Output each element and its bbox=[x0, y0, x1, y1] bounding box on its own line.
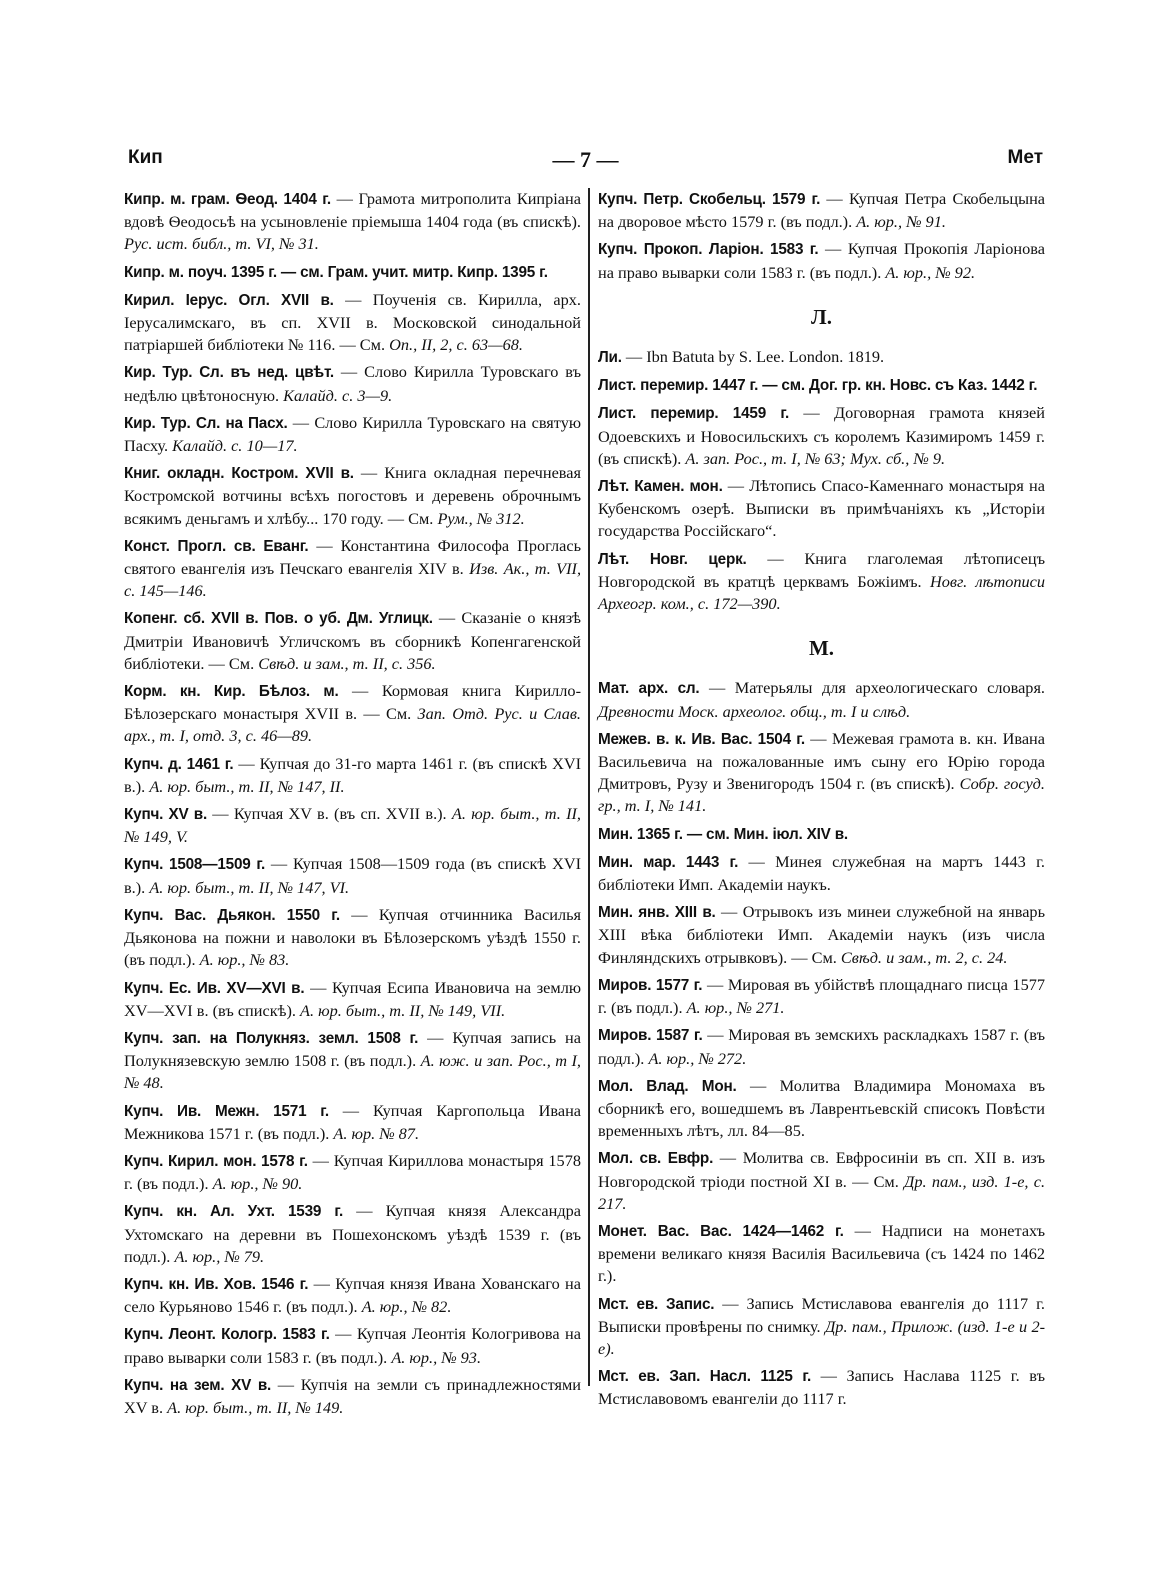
entry-description: — Купчая Каргопольца Ивана Межникова 1571 г. (въ подл.). bbox=[124, 1100, 582, 1143]
section-letter-m: М. bbox=[808, 636, 835, 661]
dictionary-entry bbox=[124, 1027, 581, 1095]
dictionary-entry bbox=[598, 1365, 1045, 1410]
entry-source: А. юр., № 272. bbox=[648, 1048, 747, 1068]
entry-abbreviation: Купч. на зем. XV в. bbox=[124, 1376, 272, 1394]
entry-abbreviation: Книг. окладн. Костром. XVII в. bbox=[124, 465, 354, 483]
entry-description: — Купчая XV в. (въ сп. XVII в.). bbox=[207, 804, 452, 824]
entry-abbreviation: Купч. Прокоп. Ларіон. 1583 г. bbox=[598, 241, 819, 259]
dictionary-entry bbox=[124, 1150, 581, 1195]
entry-description: — Минея служебная на мартъ 1443 г. библіотеки Имп. Академіи наукъ. bbox=[598, 851, 1045, 895]
entry-description: — Купчая до 31-го марта 1461 г. (въ спискѣ XVI в.). bbox=[124, 753, 582, 796]
entry-source: А. юр., № 82. bbox=[361, 1297, 452, 1317]
entry-description: — Мировая въ земскихъ раскладкахъ 1587 г. (въ подл.). bbox=[598, 1025, 1045, 1068]
dictionary-entry bbox=[598, 475, 1045, 543]
entry-abbreviation: Купч. Вас. Дьякон. 1550 г. bbox=[124, 906, 340, 924]
dictionary-entry bbox=[598, 974, 1045, 1019]
entry-source: А. юр., № 92. bbox=[885, 262, 976, 282]
entry-abbreviation: Купч. Ес. Ив. XV—XVI в. bbox=[124, 979, 305, 997]
entry-abbreviation: Монет. Вас. Вас. 1424—1462 г. bbox=[598, 1222, 844, 1240]
entry-source: А. юр., № 83. bbox=[199, 950, 290, 970]
entry-abbreviation: Лѣт. Камен. мон. bbox=[598, 478, 723, 496]
entry-abbreviation: Мст. ев. Запис. bbox=[598, 1295, 715, 1313]
entry-abbreviation: Мст. ев. Зап. Насл. 1125 г. bbox=[598, 1368, 812, 1386]
dictionary-entry bbox=[124, 607, 581, 675]
entry-abbreviation: Лист. перемир. 1447 г. — см. Дог. гр. кн. Новс. съ Каз. 1442 г. bbox=[598, 377, 1038, 395]
entry-description: — Поученія св. Кирилла, арх. Іерусалимскаго, въ сп. XVII в. Московской синодальной патріаршей библіотеки № 116. — См. bbox=[124, 289, 581, 355]
entry-abbreviation: Мин. янв. XIII в. bbox=[598, 904, 716, 922]
entry-description: — Купчая отчинника Василья Дьяконова на пожни и наволоки въ Бѣлозерскомъ уѣздѣ 1550 г. (въ подл.). bbox=[124, 904, 581, 970]
dictionary-entry bbox=[598, 901, 1045, 969]
entry-source: А. юр., № 271. bbox=[686, 998, 785, 1018]
dictionary-entry bbox=[124, 904, 581, 972]
dictionary-entry bbox=[598, 851, 1045, 896]
entry-abbreviation: Кирил. Іерус. Огл. XVII в. bbox=[124, 291, 334, 309]
entry-abbreviation: Кир. Тур. Сл. на Пасх. bbox=[124, 414, 288, 432]
dictionary-entry bbox=[598, 1147, 1045, 1215]
entry-abbreviation: Межев. в. к. Ив. Вас. 1504 г. bbox=[598, 730, 805, 748]
column-divider bbox=[588, 188, 590, 1386]
entry-description: — Купчая князя Александра Ухтомскаго на деревни въ Пошехонскомъ уѣздѣ 1539 г. (въ подл.). bbox=[124, 1201, 581, 1266]
dictionary-entry bbox=[124, 1200, 581, 1268]
dictionary-entry bbox=[598, 1024, 1045, 1069]
entry-description: — Купчія на земли съ принадлежностями XV в. bbox=[124, 1374, 581, 1417]
dictionary-entry bbox=[598, 1293, 1045, 1361]
entry-source: Изв. Ак., т. VII, с. 145—146. bbox=[124, 559, 582, 601]
dictionary-entry bbox=[598, 1075, 1045, 1143]
entry-description: — Купчая Леонтія Кологривова на право выварки соли 1583 г. (въ подл.). bbox=[124, 1324, 581, 1367]
dictionary-entry bbox=[598, 188, 1045, 233]
dictionary-entry bbox=[598, 548, 1045, 616]
entry-abbreviation: Купч. зап. на Полукняз. земл. 1508 г. bbox=[124, 1029, 419, 1047]
entry-abbreviation: Купч. Кирил. мон. 1578 г. bbox=[124, 1152, 308, 1170]
entry-abbreviation: Кир. Тур. Сл. въ нед. цвѣт. bbox=[124, 364, 334, 382]
entry-description: — Договорная грамота князей Одоевскихъ и Новосильскихъ съ королемъ Казимиромъ 1459 г. (въ спискѣ). bbox=[598, 403, 1045, 468]
dictionary-entry bbox=[598, 238, 1045, 283]
dictionary-entry bbox=[124, 753, 581, 798]
dictionary-entry bbox=[598, 402, 1045, 470]
right-column-m-entries bbox=[598, 677, 1045, 1410]
entry-abbreviation: Мин. 1365 г. — см. Мин. іюл. XIV в. bbox=[598, 825, 848, 843]
entry-description: — Купчая 1508—1509 года (въ спискѣ XVI в.). bbox=[124, 854, 582, 897]
dictionary-entry bbox=[598, 346, 1045, 369]
header-guide-word-left: Кип bbox=[128, 147, 163, 168]
entry-abbreviation: Купч. Леонт. Кологр. 1583 г. bbox=[124, 1326, 330, 1344]
entry-source: Древности Моск. археолог. общ., т. I и слѣд. bbox=[598, 701, 911, 721]
entry-description: — Грамота митрополита Кипріана вдовѣ Ѳеодосьѣ на усыновленіе пріемыша 1404 года (въ спискѣ). bbox=[124, 189, 581, 232]
dictionary-entry bbox=[598, 1220, 1045, 1288]
entry-abbreviation: Мат. арх. сл. bbox=[598, 680, 700, 698]
entry-source: Новг. лѣтописи Археогр. ком., с. 172—390. bbox=[598, 571, 1046, 614]
entry-source: Зап. Отд. Рус. и Слав. арх., т. I, отд. 3, с. 46—89. bbox=[124, 704, 581, 746]
header-guide-word-right: Мет bbox=[1007, 147, 1043, 168]
entry-description: — Купчая Есипа Ивановича на землю XV—XVI в. (въ спискѣ). bbox=[124, 977, 581, 1020]
right-column-l-entries bbox=[598, 346, 1045, 615]
entry-description: — Молитва Владимира Мономаха въ сборникѣ его, вошедшемъ въ Лаврентьевскій списокъ Повѣсти временныхъ лѣтъ, лл. 84—85. bbox=[598, 1075, 1045, 1141]
entry-description: — Константина Философа Проглась святого евангелія изъ Печскаго евангелія XIV в. bbox=[124, 535, 581, 579]
entry-description: — Купчая Прокопія Ларіонова на право выварки соли 1583 г. (въ подл.). bbox=[598, 239, 1045, 282]
entry-description: — Отрывокъ изъ минеи служебной на январь XIII вѣка библіотеки Имп. Академіи наукъ (изъ числа Финляндскихъ отрывковъ). — См. bbox=[598, 902, 1045, 967]
entry-description: — Купчая запись на Полукнязевскую землю 1508 г. (въ подл.). bbox=[124, 1027, 581, 1071]
entry-description: — Книга окладная перечневая Костромской вотчины всѣхъ погостовъ и деревень оброчнымъ всякимъ деньгамъ и хлѣбу... 170 году. — См. bbox=[124, 463, 581, 528]
entry-description: — Купчая Кириллова монастыря 1578 г. (въ подл.). bbox=[124, 1150, 581, 1194]
dictionary-entry bbox=[124, 803, 581, 848]
entry-abbreviation: Мол. Влад. Мон. bbox=[598, 1077, 737, 1095]
entry-source: А. юр., № 91. bbox=[856, 212, 946, 232]
dictionary-entry bbox=[124, 462, 581, 530]
entry-abbreviation: Купч. Петр. Скобельц. 1579 г. bbox=[598, 191, 821, 208]
right-column-k-entries bbox=[598, 188, 1045, 284]
dictionary-entry bbox=[124, 261, 581, 284]
entry-source: А. юр. быт., т. II, № 149, V. bbox=[124, 804, 581, 847]
entry-description: — Матерьялы для археологическаго словаря. bbox=[699, 678, 1045, 698]
page-number: — 7 — bbox=[552, 147, 619, 172]
entry-source: А. юр. быт., т. II, № 149. bbox=[167, 1397, 344, 1417]
entry-source: Собр. госуд. гр., т. I, № 141. bbox=[598, 774, 1045, 816]
entry-source: А. юр. быт., т. II, № 147, II. bbox=[149, 776, 345, 796]
entry-abbreviation: Купч. кн. Ив. Хов. 1546 г. bbox=[124, 1275, 309, 1293]
entry-abbreviation: Миров. 1587 г. bbox=[598, 1027, 703, 1045]
entry-source: Калайд. с. 3—9. bbox=[283, 385, 393, 405]
entry-description: — Лѣтопись Спасо-Каменнаго монастыря на Кубенскомъ озерѣ. Выписки въ примѣчаніяхъ къ „Исторіи государства Россійскаго“. bbox=[598, 476, 1045, 541]
entry-source: А. зап. Рос., т. I, № 63; Мух. сб., № 9. bbox=[685, 448, 946, 468]
entry-description: — Ibn Batuta by S. Lee. London. 1819. bbox=[621, 347, 885, 367]
left-column bbox=[124, 188, 581, 1424]
dictionary-entry bbox=[598, 677, 1045, 722]
dictionary-entry bbox=[124, 535, 581, 603]
entry-source: Калайд. с. 10—17. bbox=[172, 436, 298, 456]
dictionary-entry bbox=[124, 188, 581, 256]
entry-source: Др. пам., Прилож. (изд. 1-е и 2-е). bbox=[598, 1316, 1046, 1358]
entry-source: А. юр., № 90. bbox=[212, 1174, 303, 1194]
dictionary-entry bbox=[598, 374, 1045, 397]
right-column bbox=[598, 188, 1045, 1416]
entry-description: — Кормовая книга Кирилло-Бѣлозерскаго монастыря XVII в. — См. bbox=[124, 681, 581, 724]
entry-abbreviation: Конст. Прогл. св. Еванг. bbox=[124, 537, 309, 555]
entry-description: — Запись Наслава 1125 г. въ Мстиславовомъ евангеліи до 1117 г. bbox=[598, 1366, 1045, 1409]
dictionary-entry bbox=[124, 1273, 581, 1318]
entry-description: — Межевая грамота в. кн. Ивана Васильевича на пожалованные имъ сыну его Юрію города Дмитровъ, Рузу и Звенигородъ 1504 г. (въ спискѣ). bbox=[598, 728, 1045, 794]
entry-description: — Книга глаголемая лѣтописецъ Новгородской въ кратцѣ церквамъ Божіимъ. bbox=[598, 548, 1045, 591]
entry-description: — Запись Мстиславова евангелія до 1117 г. Выписки провѣрены по снимку. bbox=[598, 1293, 1045, 1336]
entry-abbreviation: Мин. мар. 1443 г. bbox=[598, 853, 739, 871]
entry-description: — Надписи на монетахъ времени великаго князя Василія Васильевича (съ 1424 по 1462 г.). bbox=[598, 1220, 1045, 1286]
entry-description: — Мировая въ убійствѣ площаднаго писца 1577 г. (въ подл.). bbox=[598, 974, 1045, 1018]
entry-abbreviation: Лѣт. Новг. церк. bbox=[598, 550, 747, 568]
entry-description: — Слово Кирилла Туровскаго въ недѣлю цвѣтоносную. bbox=[124, 362, 581, 405]
entry-abbreviation: Мол. св. Евфр. bbox=[598, 1150, 714, 1168]
entry-abbreviation: Купч. д. 1461 г. bbox=[124, 755, 234, 773]
entry-abbreviation: Кипр. м. поуч. 1395 г. — см. Грам. учит. митр. Кипр. 1395 г. bbox=[124, 263, 548, 281]
entry-source: А. юр., № 93. bbox=[391, 1347, 482, 1367]
entry-abbreviation: Купч. XV в. bbox=[124, 806, 207, 824]
entry-abbreviation: Лист. перемир. 1459 г. bbox=[598, 405, 790, 423]
entry-source: Рус. ист. библ., т. VI, № 31. bbox=[124, 234, 319, 254]
dictionary-entry bbox=[124, 361, 581, 406]
entry-abbreviation: Купч. кн. Ал. Ухт. 1539 г. bbox=[124, 1203, 344, 1221]
entry-abbreviation: Миров. 1577 г. bbox=[598, 976, 703, 994]
entry-description: — Купчая князя Ивана Хованскаго на село Курьяново 1546 г. (въ подл.). bbox=[124, 1273, 581, 1317]
entry-source: Рум., № 312. bbox=[437, 508, 525, 528]
entry-description: — Сказаніе о князѣ Дмитріи Ивановичѣ Угличскомъ въ сборникѣ Копенгагенской библіотеки. — См. bbox=[124, 608, 581, 673]
running-header bbox=[128, 147, 1043, 177]
entry-source: Свѣд. и зам., т. 2, с. 24. bbox=[840, 947, 1008, 967]
dictionary-entry bbox=[124, 1100, 581, 1145]
dictionary-entry bbox=[124, 1323, 581, 1368]
entry-abbreviation: Копенг. сб. XVII в. Пов. о уб. Дм. Углицк. bbox=[124, 610, 433, 628]
entry-abbreviation: Корм. кн. Кир. Бѣлоз. м. bbox=[124, 683, 339, 701]
entry-description: — Купчая Петра Скобельцына на дворовое мѣсто 1579 г. (въ подл.). bbox=[598, 189, 1046, 232]
entry-source: Свѣд. и зам., т. II, с. 356. bbox=[258, 653, 436, 673]
dictionary-entry bbox=[124, 977, 581, 1022]
dictionary-entry bbox=[598, 728, 1045, 818]
dictionary-entry bbox=[124, 289, 581, 357]
entry-abbreviation: Купч. Ив. Межн. 1571 г. bbox=[124, 1102, 329, 1120]
section-letter-l: Л. bbox=[811, 304, 832, 329]
entry-source: А. юр. быт., т. II, № 149, VII. bbox=[300, 1000, 506, 1020]
entry-abbreviation: Купч. 1508—1509 г. bbox=[124, 856, 266, 874]
dictionary-entry bbox=[124, 412, 581, 457]
entry-description: — Слово Кирилла Туровскаго на святую Пасху. bbox=[124, 412, 581, 456]
entry-source: А. юр., № 79. bbox=[174, 1246, 265, 1266]
dictionary-entry bbox=[124, 853, 581, 898]
dictionary-entry bbox=[124, 1374, 581, 1419]
entry-source: А. юр. № 87. bbox=[333, 1123, 420, 1143]
dictionary-entry bbox=[598, 823, 1045, 846]
entry-source: А. юж. и зап. Рос., т I, № 48. bbox=[124, 1051, 581, 1093]
entry-source: А. юр. быт., т. II, № 147, VI. bbox=[149, 877, 350, 897]
entry-abbreviation: Кипр. м. грам. Ѳеод. 1404 г. bbox=[124, 191, 331, 208]
entry-source: Оп., II, 2, с. 63—68. bbox=[389, 335, 523, 355]
entry-source: Др. пам., изд. 1-е, с. 217. bbox=[598, 1171, 1046, 1213]
dictionary-entry bbox=[124, 680, 581, 748]
entry-description: — Молитва св. Евфросиніи въ сп. XII в. изъ Новгородской тріоди постной XI в. — См. bbox=[598, 1148, 1045, 1191]
entry-abbreviation: Ли. bbox=[598, 349, 622, 367]
